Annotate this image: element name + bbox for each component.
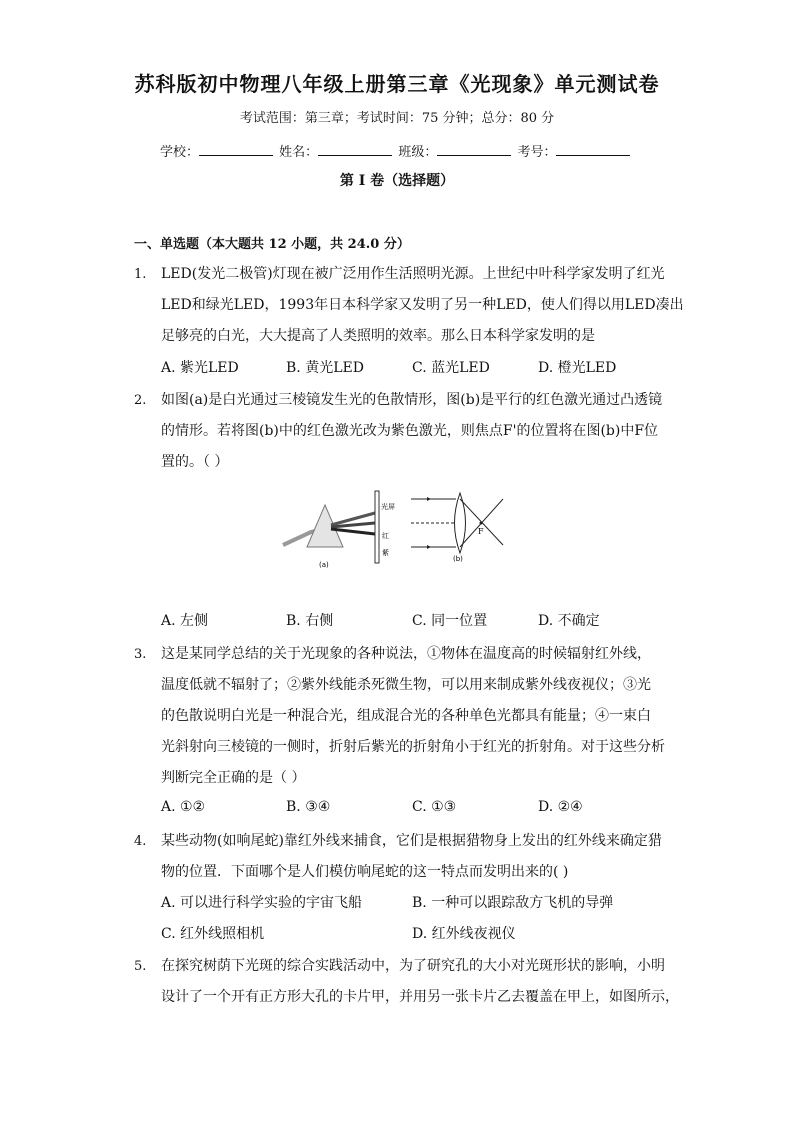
option-c[interactable]: C. 红外线照相机 — [161, 926, 265, 942]
violet-label: 紫 — [382, 549, 389, 557]
option-b[interactable]: B. ③④ — [286, 799, 331, 815]
question-number: 3. — [134, 647, 147, 662]
option-b[interactable]: B. 一种可以跟踪敌方飞机的导弹 — [412, 895, 614, 911]
option-c[interactable]: C. ①③ — [412, 799, 457, 815]
convex-lens-shape — [455, 493, 466, 553]
question-number: 5. — [134, 959, 147, 974]
name-blank[interactable] — [318, 143, 392, 156]
figure-b-caption: (b) — [453, 555, 463, 563]
question-line: 温度低就不辐射了；②紫外线能杀死微生物，可以用来制成紫外线夜视仪；③光 — [161, 677, 651, 693]
screen-shape — [375, 491, 379, 563]
question-line: 的情形。若将图(b)中的红色激光改为紫色激光，则焦点F'的位置将在图(b)中F位 — [161, 423, 659, 439]
dispersion-lens-figure — [281, 487, 521, 572]
school-blank[interactable] — [199, 143, 273, 156]
school-label: 学校： — [160, 145, 200, 160]
question-number: 2. — [134, 393, 147, 408]
prism-diagram — [283, 491, 395, 569]
question-line: 这是某同学总结的关于光现象的各种说法，①物体在温度高的时候辐射红外线， — [161, 646, 651, 662]
question-line: LED(发光二极管)灯现在被广泛用作生活照明光源。上世纪中叶科学家发明了红光 — [161, 266, 665, 282]
question-number: 1. — [134, 267, 147, 282]
option-c[interactable]: C. 同一位置 — [412, 613, 488, 629]
question-line: 在探究树荫下光斑的综合实践活动中，为了研究孔的大小对光斑形状的影响，小明 — [161, 958, 665, 974]
option-a[interactable]: A. 左侧 — [161, 613, 209, 629]
option-d[interactable]: D. 橙光LED — [538, 360, 617, 376]
question-number: 4. — [134, 834, 147, 849]
option-b[interactable]: B. 黄光LED — [286, 360, 364, 376]
option-a[interactable]: A. 可以进行科学实验的宇宙飞船 — [161, 895, 363, 911]
question-line: 足够亮的白光，大大提高了人类照明的效率。那么日本科学家发明的是 — [161, 328, 595, 344]
question-line: LED和绿光LED，1993年日本科学家又发明了另一种LED，使人们得以用LED凑出 — [161, 297, 684, 313]
question-line: 物的位置．下面哪个是人们模仿响尾蛇的这一特点而发明出来的( ) — [161, 864, 569, 880]
student-info-row — [160, 141, 632, 160]
exam-title: 苏科版初中物理八年级上册第三章《光现象》单元测试卷 — [134, 72, 660, 96]
class-blank[interactable] — [437, 143, 511, 156]
question-line: 置的。（ ） — [161, 454, 229, 470]
exam-number-blank[interactable] — [556, 143, 630, 156]
question-line: 判断完全正确的是（ ） — [161, 770, 306, 786]
arrow-bottom — [427, 545, 431, 549]
lens-diagram — [411, 493, 503, 563]
figure-a-caption: (a) — [319, 561, 329, 569]
option-b[interactable]: B. 右侧 — [286, 613, 334, 629]
focal-point — [480, 522, 483, 525]
option-d[interactable]: D. 红外线夜视仪 — [412, 926, 516, 942]
question-line: 光斜射向三棱镜的一侧时，折射后紫光的折射角小于红光的折射角。对于这些分析 — [161, 739, 665, 755]
option-c[interactable]: C. 蓝光LED — [412, 360, 490, 376]
focal-label: F — [478, 527, 484, 536]
section-heading: 一、单选题（本大题共 12 小题，共 24.0 分） — [134, 237, 410, 252]
option-a[interactable]: A. 紫光LED — [161, 360, 239, 376]
arrow-top — [427, 497, 431, 501]
volume-heading: 第 I 卷（选择题） — [339, 173, 455, 189]
option-d[interactable]: D. ②④ — [538, 799, 583, 815]
exam-scope: 考试范围：第三章；考试时间：75 分钟；总分：80 分 — [239, 111, 555, 126]
question-line: 如图(a)是白光通过三棱镜发生光的色散情形，图(b)是平行的红色激光通过凸透镜 — [161, 392, 663, 408]
question-line: 的色散说明白光是一种混合光，组成混合光的各种单色光都具有能量；④一束白 — [161, 708, 651, 724]
name-label: 姓名： — [279, 145, 319, 160]
option-a[interactable]: A. ①② — [161, 799, 206, 815]
red-label: 红 — [382, 532, 389, 540]
option-d[interactable]: D. 不确定 — [538, 613, 600, 629]
exam-number-label: 考号： — [517, 145, 557, 160]
class-label: 班级： — [398, 145, 438, 160]
question-line: 某些动物(如响尾蛇)靠红外线来捕食，它们是根据猎物身上发出的红外线来确定猎 — [161, 833, 662, 849]
question-line: 设计了一个开有正方形大孔的卡片甲，并用另一张卡片乙去覆盖在甲上，如图所示， — [161, 989, 679, 1005]
screen-label: 光屏 — [381, 503, 395, 511]
